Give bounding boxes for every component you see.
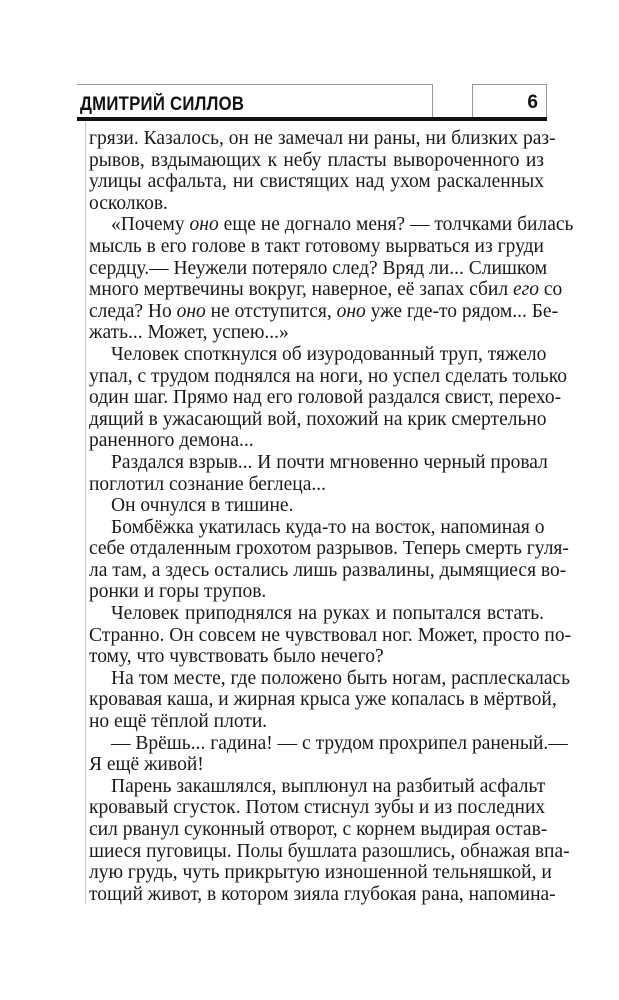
text-line: дящий в ужасающий вой, похожий на крик смертельно: [89, 408, 547, 430]
text-line: Я ещё живой!: [89, 754, 204, 776]
text-line: сердцу.— Неужели потеряло след? Вряд ли... Слишком: [89, 257, 548, 279]
text-line: Он очнулся в тишине.: [111, 495, 294, 517]
running-header: [77, 84, 547, 122]
text-line: следа? Но оно не отступится, оно уже где-то рядом... Бе-: [89, 300, 559, 322]
text-line: упал, с трудом поднялся на ноги, но успел сделать только: [89, 365, 568, 387]
text-line: грязи. Казалось, он не замечал ни раны, ни близких раз-: [89, 128, 556, 149]
text-line: улицы асфальта, ни свистящих над ухом раскаленных: [89, 171, 544, 193]
text-line: много мертвечины вокруг, наверное, её запах сбил его со: [89, 279, 563, 301]
text-line: Странно. Он совсем не чувствовал ног. Может, просто по-: [89, 624, 572, 646]
text-line: ла там, а здесь остались лишь развалины, дымящиеся во-: [89, 559, 567, 581]
text-line: мысль в его голове в такт готовому вырваться из груди: [89, 235, 544, 257]
header-rule: [77, 117, 547, 121]
page-number-frame: [472, 84, 547, 117]
text-line: рывов, вздымающих к небу пласты вывороченного из: [89, 149, 544, 171]
page-number: 6: [527, 92, 538, 113]
text-line: Парень закашлялся, выплюнул на разбитый асфальт: [111, 775, 546, 797]
text-line: кровавая каша, и жирная крыса уже копалась в мёртвой,: [89, 689, 557, 711]
text-line: себе отдаленным грохотом разрывов. Теперь смерть гуля-: [89, 538, 569, 560]
author-name: ДМИТРИЙ СИЛЛОВ: [80, 94, 245, 115]
text-line: лую грудь, чуть прикрытую изношенной тельняшкой, и: [89, 862, 552, 884]
text-line: тому, что чувствовать было нечего?: [89, 646, 384, 668]
header-title-frame: [77, 84, 433, 117]
text-line: сил рванул суконный отворот, с корнем выдирая остав-: [89, 819, 548, 840]
text-line: один шаг. Прямо над его головой раздался свист, перехо-: [89, 387, 562, 409]
margin-rule: [85, 122, 86, 904]
text-line: ронки и горы трупов.: [89, 581, 267, 603]
text-line: Раздался взрыв... И почти мгновенно черный провал: [111, 451, 548, 473]
text-line: — Врёшь... гадина! — с трудом прохрипел раненый.—: [111, 732, 568, 754]
text-line: поглотил сознание беглеца...: [89, 473, 327, 495]
text-line: На том месте, где положено быть ногам, расплескалась: [111, 667, 571, 689]
text-line: но ещё тёплой плоти.: [89, 711, 268, 733]
body-text: [89, 128, 574, 905]
text-line: Человек споткнулся об изуродованный труп, тяжело: [111, 343, 547, 365]
text-line: кровавый сгусток. Потом стиснул зубы и из последних: [89, 797, 546, 819]
text-line: раненного демона...: [89, 430, 254, 452]
text-line: «Почему оно еще не догнало меня? — толчками билась: [111, 214, 574, 236]
text-line: Человек приподнялся на руках и попытался встать.: [111, 603, 544, 625]
text-line: тощий живот, в котором зияла глубокая рана, напомина-: [89, 883, 556, 905]
text-line: жать... Может, успею...»: [89, 322, 289, 344]
text-line: Бомбёжка укатилась куда-то на восток, напоминая о: [111, 516, 545, 538]
text-line: осколков.: [89, 192, 168, 214]
text-line: шиеся пуговицы. Полы бушлата разошлись, обнажая впа-: [89, 840, 570, 862]
